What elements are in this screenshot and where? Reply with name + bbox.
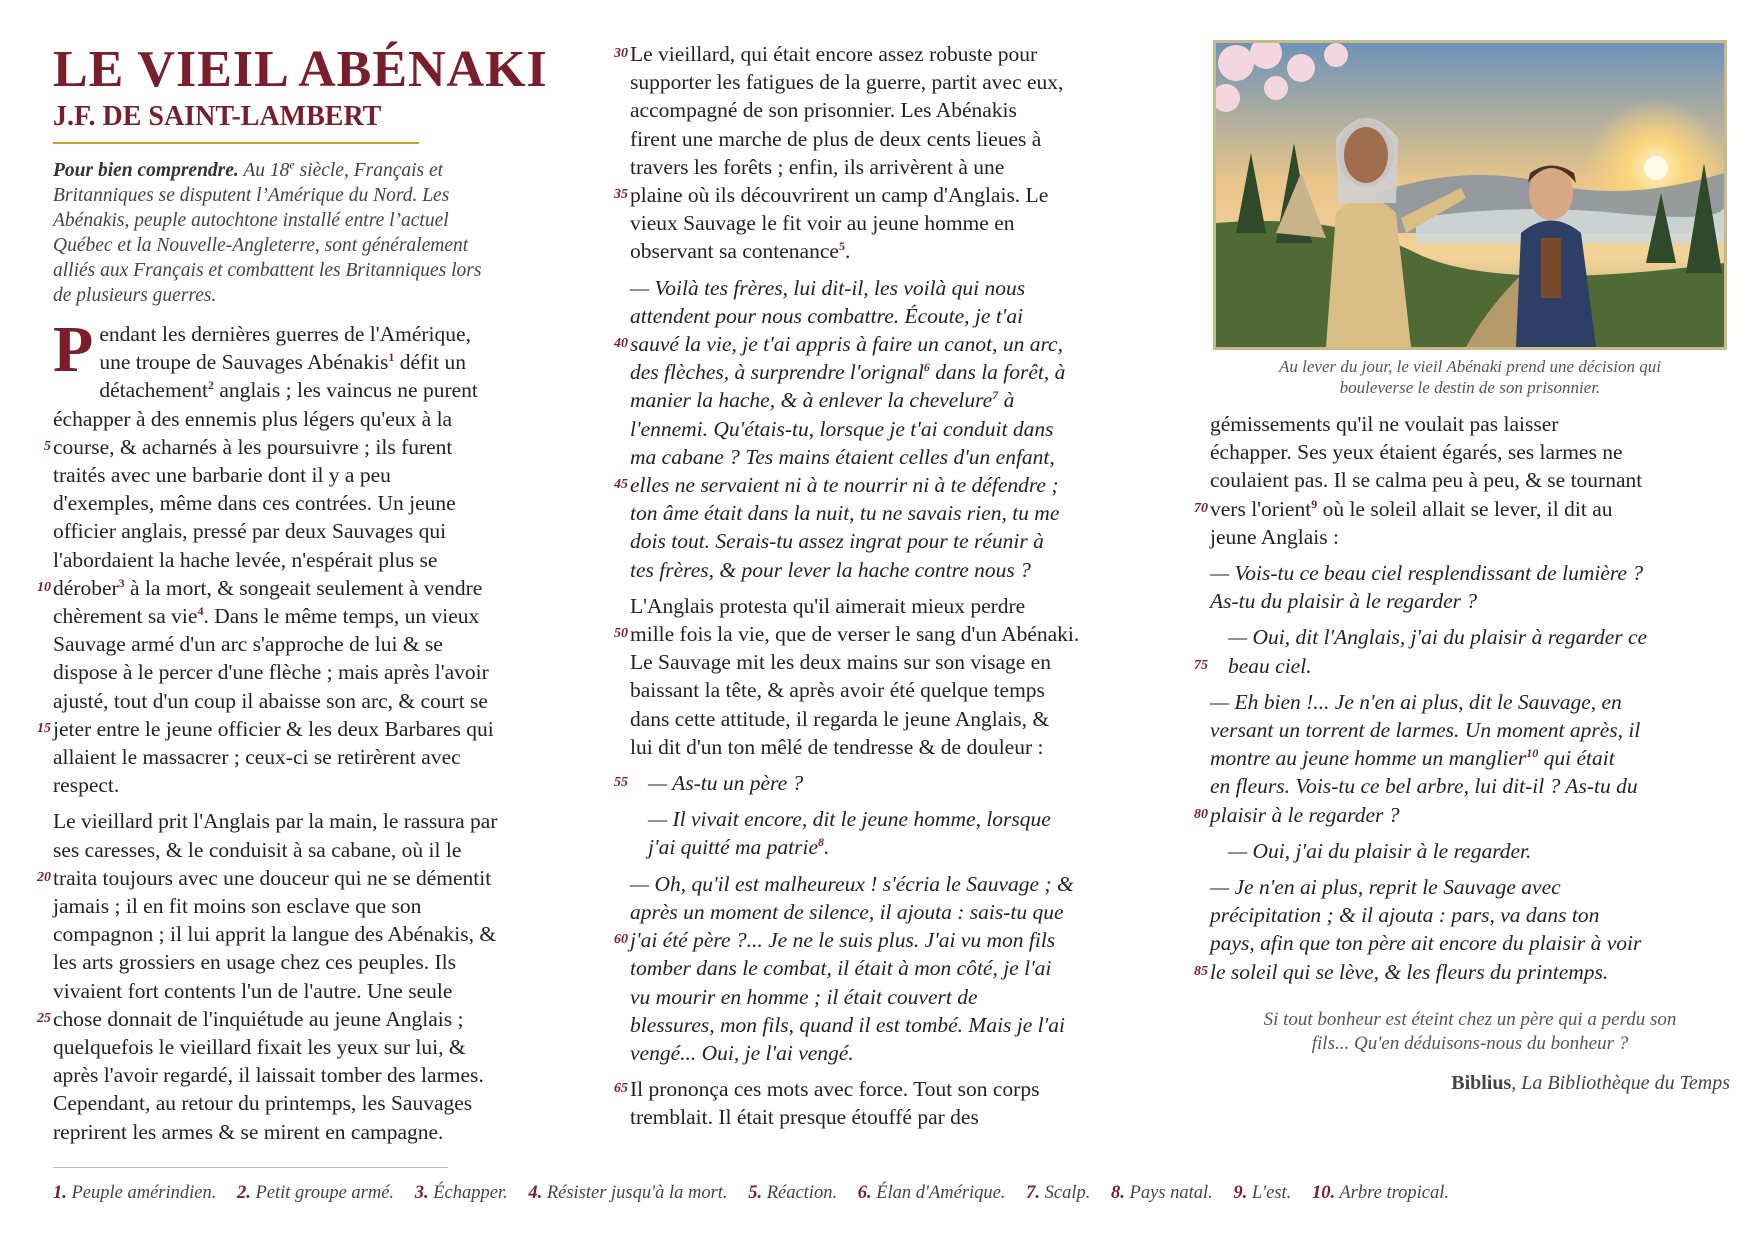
sun — [1644, 156, 1668, 180]
note-marker: 3 — [118, 575, 125, 590]
footnote: 5. Réaction. — [748, 1183, 838, 1203]
note-marker: 4 — [197, 603, 204, 618]
line-number: 35 — [614, 187, 628, 203]
footnote: 2. Petit groupe armé. — [237, 1183, 395, 1203]
line-number: 45 — [614, 477, 628, 493]
line-number: 75 — [1194, 657, 1208, 673]
title-rule — [53, 142, 419, 144]
line-number: 55 — [614, 775, 628, 791]
line-number: 85 — [1194, 963, 1208, 979]
dialogue: — Il vivait encore, dit le jeune homme, lorsque j'ai quitté ma patrie$^8$. — [648, 807, 1051, 860]
note-marker: 9 — [1311, 496, 1318, 511]
footnote: 9. L'est. — [1233, 1183, 1292, 1203]
page-title: LE VIEIL ABÉNAKI — [53, 41, 548, 98]
line-number: 65 — [614, 1081, 628, 1097]
line-number: 40 — [614, 336, 628, 352]
signature-name: Biblius — [1451, 1071, 1512, 1094]
footnote: 1. Peuple amérindien. — [53, 1183, 217, 1203]
paragraph: Le vieillard prit l'Anglais par la main, le rassura par ses caresses, & le conduisit à sa cabane, où il le 20 traita toujours avec une douceur qui ne se démentit jamais ; il en fit moins son esclave que son compagnon ; il lui apprit la langue des Abénakis, & les arts grossiers en usage chez ces peuples. Ils vivaient fort contents l'un de l'autre. Une seule 25 chose donnait de l'inquiétude au jeune Anglais ; quelquefois le vieillard fixait les yeux sur lui, & après l'avoir regardé, il laissait tomber des larmes. Cependant, au retour du printemps, les Sauvages reprirent les armes & se mirent en campagne. — [53, 807, 578, 1145]
moral-question: Si tout bonheur est éteint chez un père qui a perdu son fils... Qu'en déduisons-nous du bonheur ? — [1263, 1008, 1677, 1054]
footnote: 3. Échapper. — [414, 1183, 508, 1203]
dialogue: — Oui, j'ai du plaisir à le regarder. — [1228, 838, 1532, 863]
line-number: 25 — [37, 1010, 51, 1026]
note-marker: 7 — [992, 388, 999, 403]
column-left — [37, 40, 578, 1154]
dialogue: 55 — As-tu un père ? — [630, 769, 1155, 797]
footnote: 10. Arbre tropical. — [1311, 1183, 1449, 1203]
dialogue: — Eh bien !... Je n'en ai plus, dit le Sauvage, en versant un torrent de larmes. Un moment après, il montre au jeune homme un manglier$^{10}$ qui était en fleurs. Vois-tu ce bel arbre, lui dit-il ? As-tu du 80 plaisir à le regarder ? — [1210, 688, 1730, 829]
line-number: 5 — [44, 438, 51, 454]
intro-box: Pour bien comprendre. Au 18e siècle, Français et Britanniques se disputent l’Amérique du Nord. Les Abénakis, peuple autochtone installé entre l’actuel Québec et la Nouvelle-Angleterre, sont généralement alliés aux Français et combattent les Britanniques lors de plusieurs guerres. — [53, 157, 482, 306]
note-marker: 6 — [923, 360, 930, 375]
dialogue: — Vois-tu ce beau ciel resplendissant de lumière ? As-tu du plaisir à le regarder ? — [1210, 561, 1644, 614]
illustration — [1213, 40, 1727, 350]
paragraph: gémissements qu'il ne voulait pas laisser échapper. Ses yeux étaient égarés, ses larmes ne coulaient pas. Il se calma peu à peu, & se tournant 70 vers l'orient$^9$ où le soleil allait se lever, il dit au jeune Anglais : — [1210, 410, 1730, 551]
note-marker: 10 — [1526, 746, 1539, 761]
author-name: J.F. DE SAINT-LAMBERT — [53, 101, 382, 132]
line-number: 30 — [614, 46, 628, 61]
footnote: 6. Élan d'Amérique. — [857, 1183, 1006, 1203]
paragraph: 30 Le vieillard, qui était encore assez robuste pour supporter les fatigues de la guerre, partit avec eux, accompagné de son prisonnier. Les Abénakis firent une marche de plus de deux cents lieues à travers les forêts ; enfin, ils arrivèrent à une 35 plaine où ils découvrirent un camp d'Anglais. Le vieux Sauvage le fit voir au jeune homme en observant sa contenance$^5$. — [630, 40, 1155, 266]
drop-cap: P — [53, 313, 94, 386]
signature-work: , La Bibliothèque du Temps — [1511, 1071, 1730, 1094]
line-number: 10 — [37, 579, 51, 595]
illustration-scene — [1216, 43, 1724, 347]
note-marker: 8 — [818, 835, 825, 850]
footnotes — [53, 1183, 1733, 1204]
footnote: 8. Pays natal. — [1111, 1183, 1213, 1203]
paragraph: 65 Il prononça ces mots avec force. Tout son corps tremblait. Il était presque étouffé par des — [630, 1075, 1155, 1131]
paragraph: P endant les dernières guerres de l'Amérique, une troupe de Sauvages Abénakis$^1$ défit un détachement$^2$ anglais ; les vaincus ne purent échapper à des ennemis plus légers qu'eux à la 5 course, & acharnés à les poursuivre ; ils furent traités avec une barbarie dont il y a peu d'exemples, même dans ces contrées. Un jeune officier anglais, pressé par deux Sauvages qui l'abordaient la hache levée, n'espérait plus se 10 dérober$^3$ à la mort, & songeait seulement à vendre chèrement sa vie$^4$. Dans le même temps, un vieux Sauvage armé d'un arc s'approche de lui & se dispose à le percer d'une flèche ; mais après l'avoir ajusté, tout d'un coup il abaisse son arc, & court se 15 jeter entre le jeune officier & les deux Barbares qui allaient le massacrer ; ceux-ci se retirèrent avec respect. — [53, 320, 578, 799]
footnote: 7. Scalp. — [1026, 1183, 1091, 1203]
dialogue: — Oh, qu'il est malheureux ! s'écria le Sauvage ; & après un moment de silence, il ajouta : sais-tu que 60 j'ai été père ?... Je ne le suis plus. J'ai vu mon fils tomber dans le combat, il était à mon côté, je l'ai vu mourir en homme ; il était couvert de blessures, mon fils, quand il est tombé. Mais je l'ai vengé... Oui, je l'ai vengé. — [630, 870, 1155, 1067]
column-right — [1194, 40, 1730, 1095]
line-number: 50 — [614, 626, 628, 642]
dialogue: — Je n'en ai plus, reprit le Sauvage avec précipitation ; & il ajouta : pars, va dans ton pays, afin que ton père ait encore du plaisir à voir 85 le soleil qui se lève, & les fleurs du printemps. — [1210, 873, 1730, 986]
dialogue: — Oui, dit l'Anglais, j'ai du plaisir à regarder ce 75 beau ciel. — [1210, 623, 1730, 679]
line-number: 20 — [37, 869, 51, 885]
line-number: 15 — [37, 720, 51, 736]
footnote: 4. Résister jusqu'à la mort. — [528, 1183, 728, 1203]
column-middle — [614, 40, 1155, 1140]
footnote-rule — [53, 1167, 448, 1168]
dialogue: — Voilà tes frères, lui dit-il, les voilà qui nous attendent pour nous combattre. Écoute, je t'ai 40 sauvé la vie, je t'ai appris à faire un canot, un arc, des flèches, à surprendre l'orignal$^6$ dans la forêt, à manier la hache, & à enlever la chevelure$^7$ à l'ennemi. Qu'étais-tu, lorsque je t'ai conduit dans ma cabane ? Tes mains étaient celles d'un enfant, 45 elles ne servaient ni à te nourrir ni à te défendre ; ton âme était dans la nuit, tu ne savais rien, tu me dois tout. Serais-tu assez ingrat pour te réunir à tes frères, & pour lever la hache contre nous ? — [630, 274, 1155, 584]
paragraph: L'Anglais protesta qu'il aimerait mieux perdre 50 mille fois la vie, que de verser le sang d'un Abénaki. Le Sauvage mit les deux mains sur son visage en baissant la tête, & après avoir été quelque temps dans cette attitude, il regarda le jeune Anglais, & lui dit d'un ton mêlé de tendresse & de douleur : — [630, 592, 1155, 761]
note-marker: 5 — [838, 239, 845, 254]
signature — [1210, 1072, 1730, 1095]
note-marker: 1 — [388, 350, 395, 365]
line-number: 70 — [1194, 500, 1208, 516]
note-marker: 2 — [207, 378, 214, 393]
line-number: 60 — [614, 932, 628, 948]
intro-lead: Pour bien comprendre. — [53, 160, 239, 181]
line-number: 80 — [1194, 806, 1208, 822]
illustration-caption: Au lever du jour, le vieil Abénaki prend une décision qui bouleverse le destin de son prisonnier. — [1279, 357, 1661, 397]
